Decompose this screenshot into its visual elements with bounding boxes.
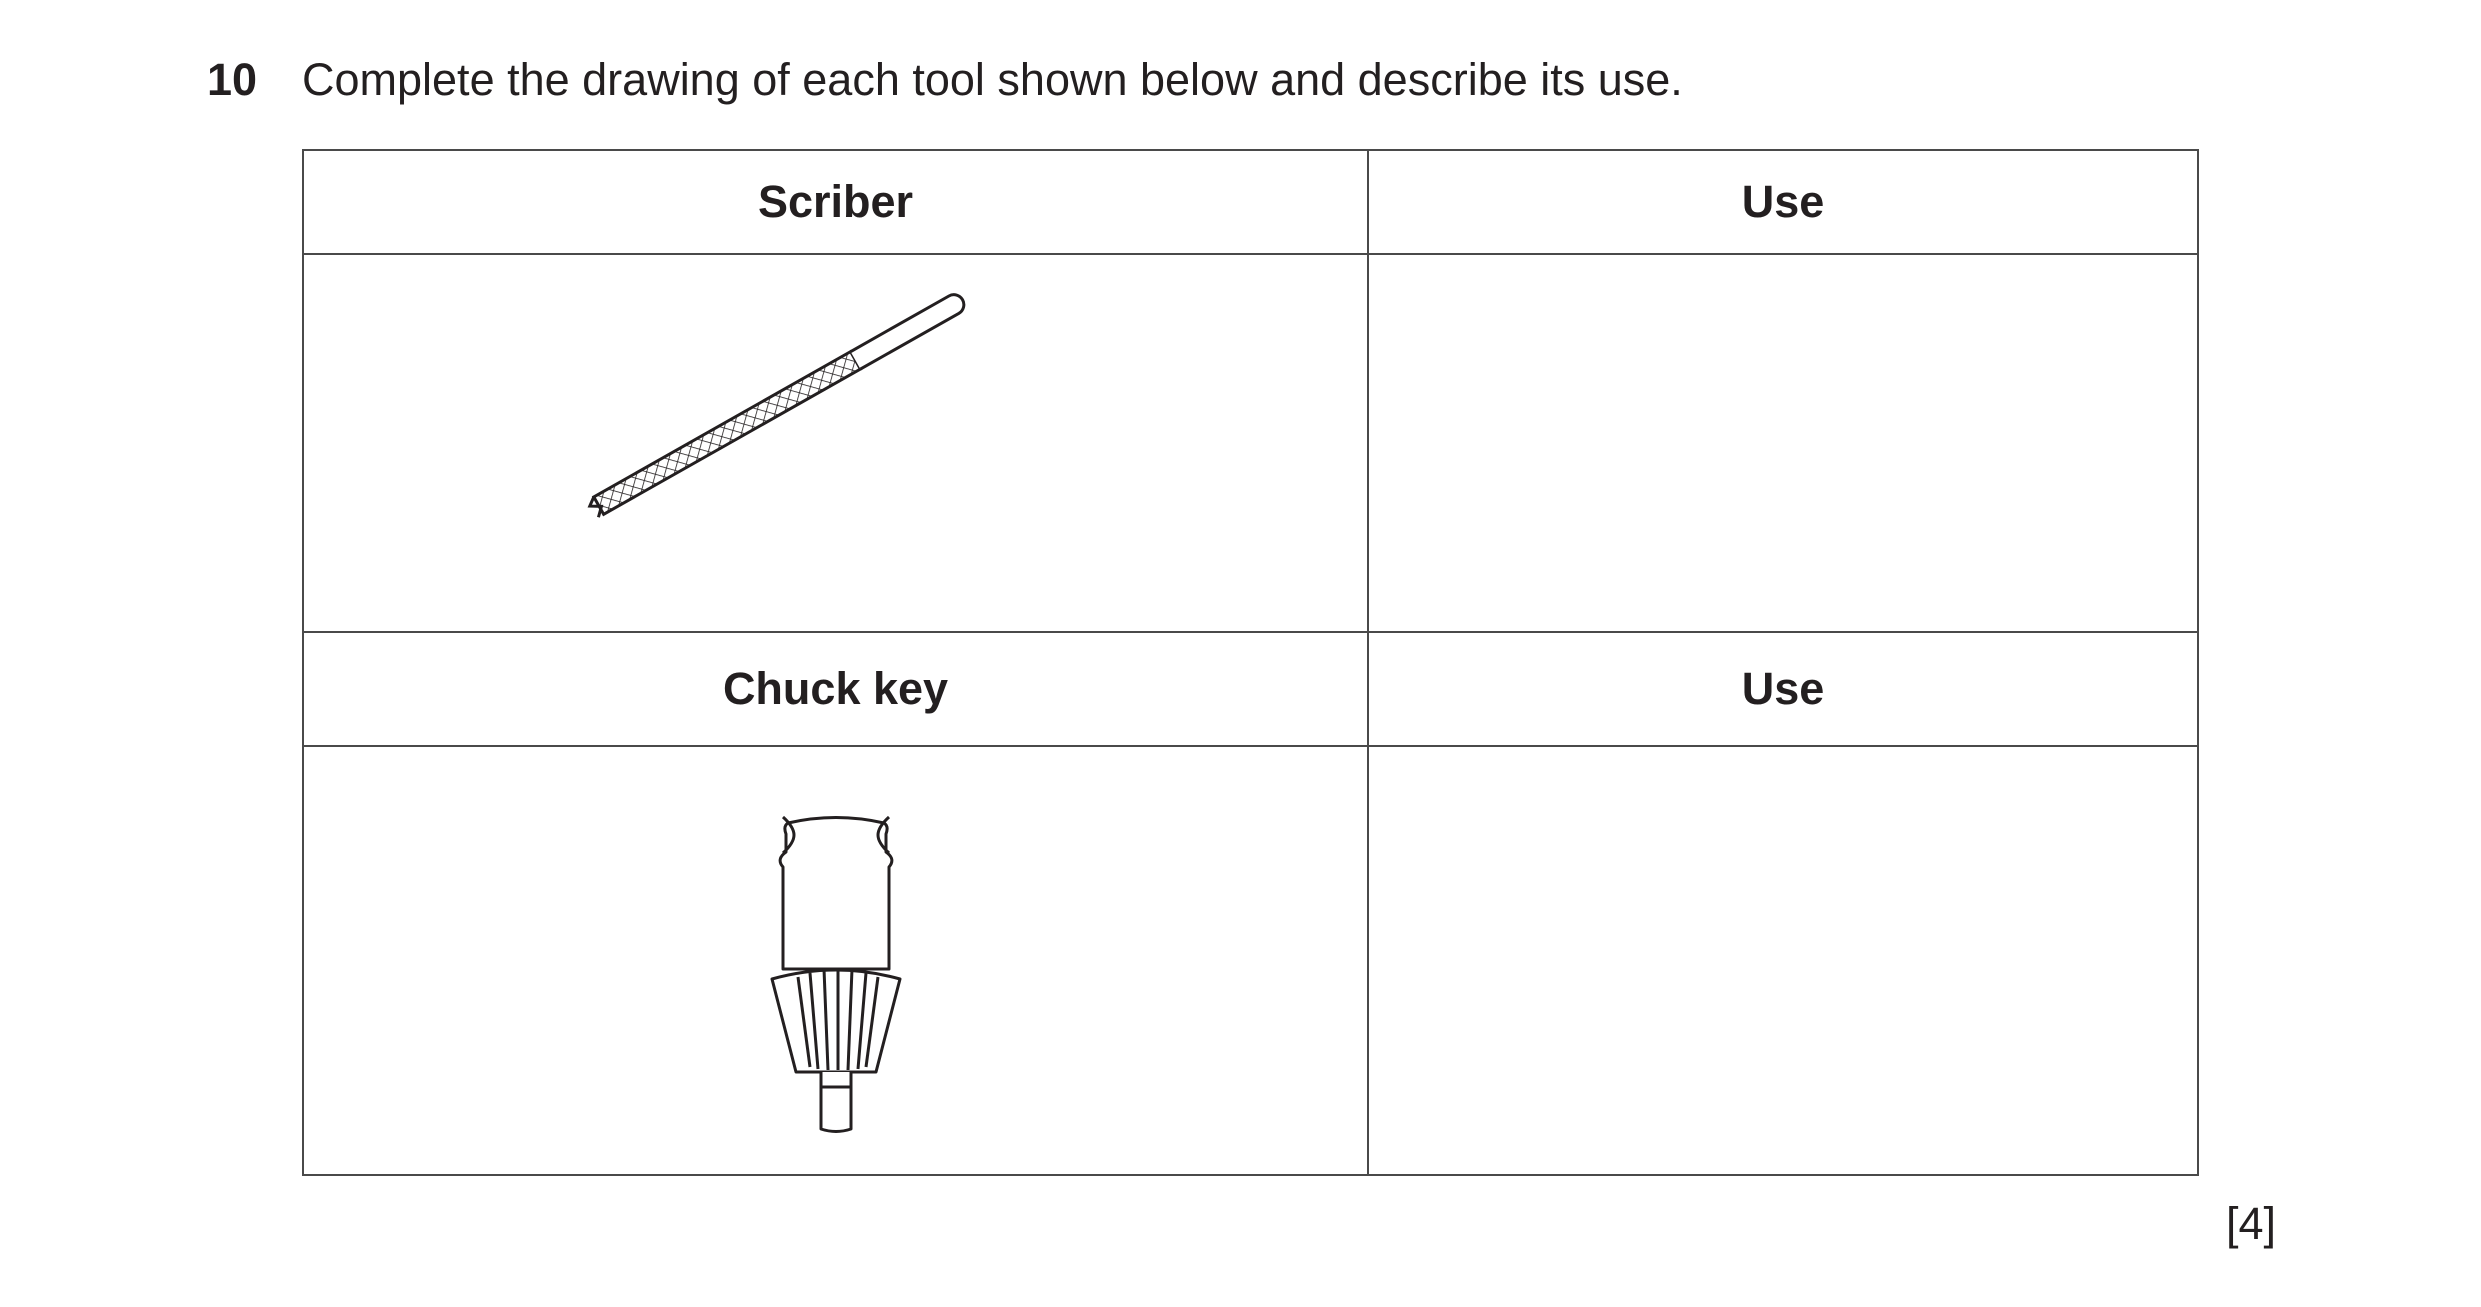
table-row — [303, 254, 2198, 632]
use-header-cell: Use — [1368, 150, 2198, 254]
drawing-cell — [303, 746, 1368, 1175]
use-answer-cell[interactable] — [1368, 254, 2198, 632]
table-row — [303, 746, 2198, 1175]
table-row — [303, 632, 2198, 746]
marks-allocation: [4] — [2226, 1198, 2277, 1249]
tool-name-cell: Chuck key — [303, 632, 1368, 746]
question-text: Complete the drawing of each tool shown below and describe its use. — [302, 54, 1683, 105]
chuck-key-icon — [304, 747, 1369, 1176]
tools-table — [302, 149, 2199, 1176]
drawing-cell — [303, 254, 1368, 632]
question-number: 10 — [207, 54, 258, 105]
scriber-icon — [304, 255, 1369, 633]
tool-name-cell: Scriber — [303, 150, 1368, 254]
use-answer-cell[interactable] — [1368, 746, 2198, 1175]
use-header-cell: Use — [1368, 632, 2198, 746]
table-row — [303, 150, 2198, 254]
